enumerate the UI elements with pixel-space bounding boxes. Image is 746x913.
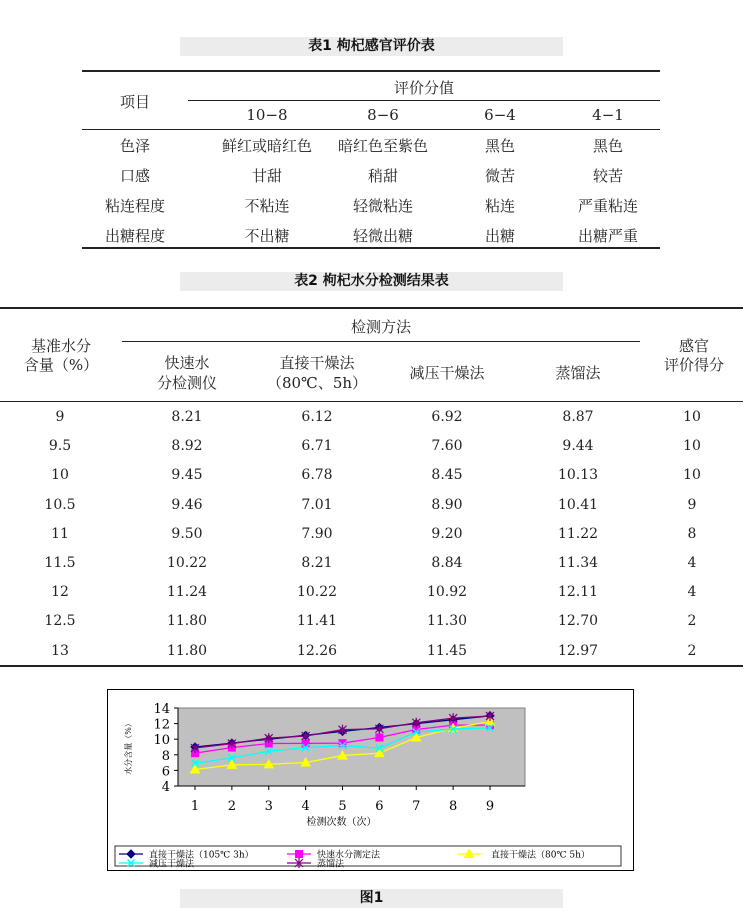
table2-cell: 8.92	[171, 438, 203, 455]
y-tick-label: 10	[153, 733, 170, 749]
legend-label: 直接干燥法（105℃ 3h）	[149, 850, 254, 861]
table2-cell: 10	[683, 438, 701, 455]
table2-cell: 13	[51, 642, 69, 659]
legend-label: 快速水分测定法	[317, 850, 381, 861]
table2-cell: 11.30	[426, 613, 468, 630]
y-axis-label: 水分含量（%）	[124, 719, 133, 775]
table2-header-group: 检测方法	[350, 318, 411, 336]
table2-header-rule	[0, 401, 743, 402]
table2-cell: 10	[683, 467, 701, 484]
table2-header-base-line1: 基准水分	[30, 337, 91, 355]
legend-marker	[296, 851, 303, 858]
table2-cell: 11	[51, 525, 69, 542]
table1-cell: 不粘连	[244, 197, 290, 215]
table2-cell: 8.84	[431, 555, 463, 571]
table2-cell: 8.45	[431, 467, 463, 484]
table1-column-header: 8−6	[367, 106, 399, 124]
table2-method-header: 减压干燥法	[409, 364, 485, 382]
table1-cell: 出糖	[484, 227, 515, 245]
table1-cell: 出糖严重	[577, 227, 638, 245]
table2-cell: 8	[687, 525, 697, 542]
table2-cell: 11.5	[44, 555, 76, 571]
table2-cell: 9	[687, 496, 697, 513]
table2-cell: 12.70	[557, 613, 599, 630]
table2-cell: 12.26	[296, 642, 338, 659]
table2-top-rule	[0, 307, 743, 309]
table2-cell: 12.11	[557, 584, 599, 601]
table1-column-header: 4−1	[592, 106, 624, 124]
table1-row-label: 粘连程度	[104, 197, 165, 215]
table1-cell: 较苦	[592, 167, 623, 185]
table1-cell: 黑色	[484, 137, 515, 155]
table2-bottom-rule	[0, 665, 743, 667]
table2-group-rule	[122, 341, 640, 342]
table2-caption: 表2 枸杞水分检测结果表	[180, 272, 563, 291]
table1-cell: 暗红色至紫色	[337, 137, 428, 155]
table2-cell: 11.22	[557, 525, 599, 542]
table2-cell: 8.87	[562, 409, 594, 425]
table1-header-rule	[82, 129, 660, 130]
table2-cell: 9	[55, 409, 65, 425]
table2-cell: 11.45	[426, 642, 468, 659]
table2-cell: 11.24	[166, 584, 208, 601]
table1-cell: 严重粘连	[577, 197, 638, 215]
table2-cell: 6.78	[301, 467, 333, 484]
x-tick-label: 6	[375, 799, 384, 814]
table2-cell: 7.90	[301, 525, 333, 542]
table1-top-rule	[82, 70, 660, 72]
table2-cell: 2	[687, 613, 697, 630]
table1-row-label: 出糖程度	[104, 227, 165, 245]
table2-method-header-sub: 分检测仪	[156, 374, 217, 392]
table2-cell: 12	[51, 584, 69, 601]
y-tick-label: 4	[161, 780, 170, 795]
y-tick-label: 6	[161, 764, 170, 780]
table2-method-header: 蒸馏法	[555, 364, 601, 382]
table1-cell: 稍甜	[367, 167, 398, 185]
table1-column-header: 10−8	[246, 106, 288, 124]
moisture-line-chart	[107, 689, 634, 871]
table2-cell: 7.01	[301, 496, 333, 513]
table1-cell: 鲜红或暗红色	[221, 137, 312, 155]
table1-cell: 不出糖	[244, 227, 290, 245]
table2-header-score-line2: 评价得分	[663, 356, 724, 374]
y-tick-label: 12	[153, 717, 170, 733]
table2-cell: 10.13	[557, 467, 599, 484]
x-tick-label: 5	[338, 799, 347, 814]
table2-cell: 12.5	[44, 613, 76, 630]
figure1-caption: 图1	[180, 889, 563, 908]
table1-row-label: 口感	[119, 167, 150, 185]
table2-header-base-line2: 含量（%）	[23, 356, 99, 374]
table2-cell: 8.21	[301, 555, 333, 571]
table1-header-item: 项目	[119, 93, 150, 111]
table2-cell: 11.80	[166, 613, 208, 630]
table1-caption: 表1 枸杞感官评价表	[180, 37, 563, 56]
legend-label: 减压干燥法	[149, 859, 195, 870]
table2-cell: 12.97	[557, 642, 599, 659]
table2-cell: 10	[683, 409, 701, 425]
table1-cell: 轻微出糖	[352, 227, 413, 245]
table2-cell: 9.46	[171, 496, 203, 513]
table2-cell: 10.22	[296, 584, 338, 601]
table2-cell: 9.20	[431, 525, 463, 542]
table2-method-header: 快速水	[164, 354, 210, 372]
table2-cell: 9.5	[48, 438, 72, 455]
legend-label: 蒸馏法	[317, 859, 345, 870]
table2-cell: 10	[51, 467, 69, 484]
table2-cell: 10.41	[557, 496, 599, 513]
data-point	[376, 734, 383, 741]
table2-cell: 7.60	[431, 438, 463, 455]
table1-header-group: 评价分值	[393, 79, 454, 97]
y-tick-label: 14	[153, 702, 170, 717]
table2-header-score-line1: 感官	[678, 337, 709, 355]
x-tick-label: 7	[412, 799, 421, 814]
x-tick-label: 9	[485, 799, 495, 814]
x-tick-label: 1	[190, 799, 200, 814]
x-tick-label: 4	[301, 799, 310, 814]
table1-cell: 微苦	[484, 167, 515, 185]
x-tick-label: 3	[264, 799, 273, 814]
table2-cell: 8.21	[171, 409, 203, 425]
table2-cell: 9.44	[562, 438, 594, 455]
table2-cell: 4	[687, 555, 697, 571]
table1-cell: 粘连	[484, 197, 515, 215]
table2-cell: 11.41	[296, 613, 338, 630]
table1-cell: 甘甜	[251, 167, 282, 185]
table2-method-header: 直接干燥法	[279, 354, 355, 372]
table1-group-rule	[188, 100, 660, 101]
table2-cell: 4	[687, 584, 697, 601]
table1-cell: 轻微粘连	[352, 197, 413, 215]
table1-row-label: 色泽	[119, 137, 150, 155]
table2-cell: 10.5	[44, 496, 76, 513]
table2-cell: 9.45	[171, 467, 203, 484]
y-tick-label: 8	[161, 748, 170, 764]
table1-bottom-rule	[82, 247, 660, 249]
table2-cell: 10.92	[426, 584, 468, 601]
legend-label: 直接干燥法（80℃ 5h）	[491, 850, 590, 861]
table2-cell: 2	[687, 642, 697, 659]
table1-column-header: 6−4	[484, 106, 516, 124]
table2-cell: 6.92	[431, 409, 463, 425]
table2-cell: 10.22	[166, 555, 208, 571]
table2-cell: 11.80	[166, 642, 208, 659]
table2-method-header-sub: （80℃、5h）	[266, 374, 368, 392]
table2-cell: 6.71	[301, 438, 333, 455]
table2-cell: 8.90	[431, 496, 463, 513]
table1-cell: 黑色	[592, 137, 623, 155]
table2-cell: 9.50	[171, 525, 203, 542]
x-tick-label: 8	[448, 799, 458, 814]
table2-cell: 6.12	[301, 409, 333, 425]
x-axis-label: 检测次数（次）	[306, 817, 377, 828]
table2-cell: 11.34	[557, 555, 599, 571]
x-tick-label: 2	[227, 799, 237, 814]
